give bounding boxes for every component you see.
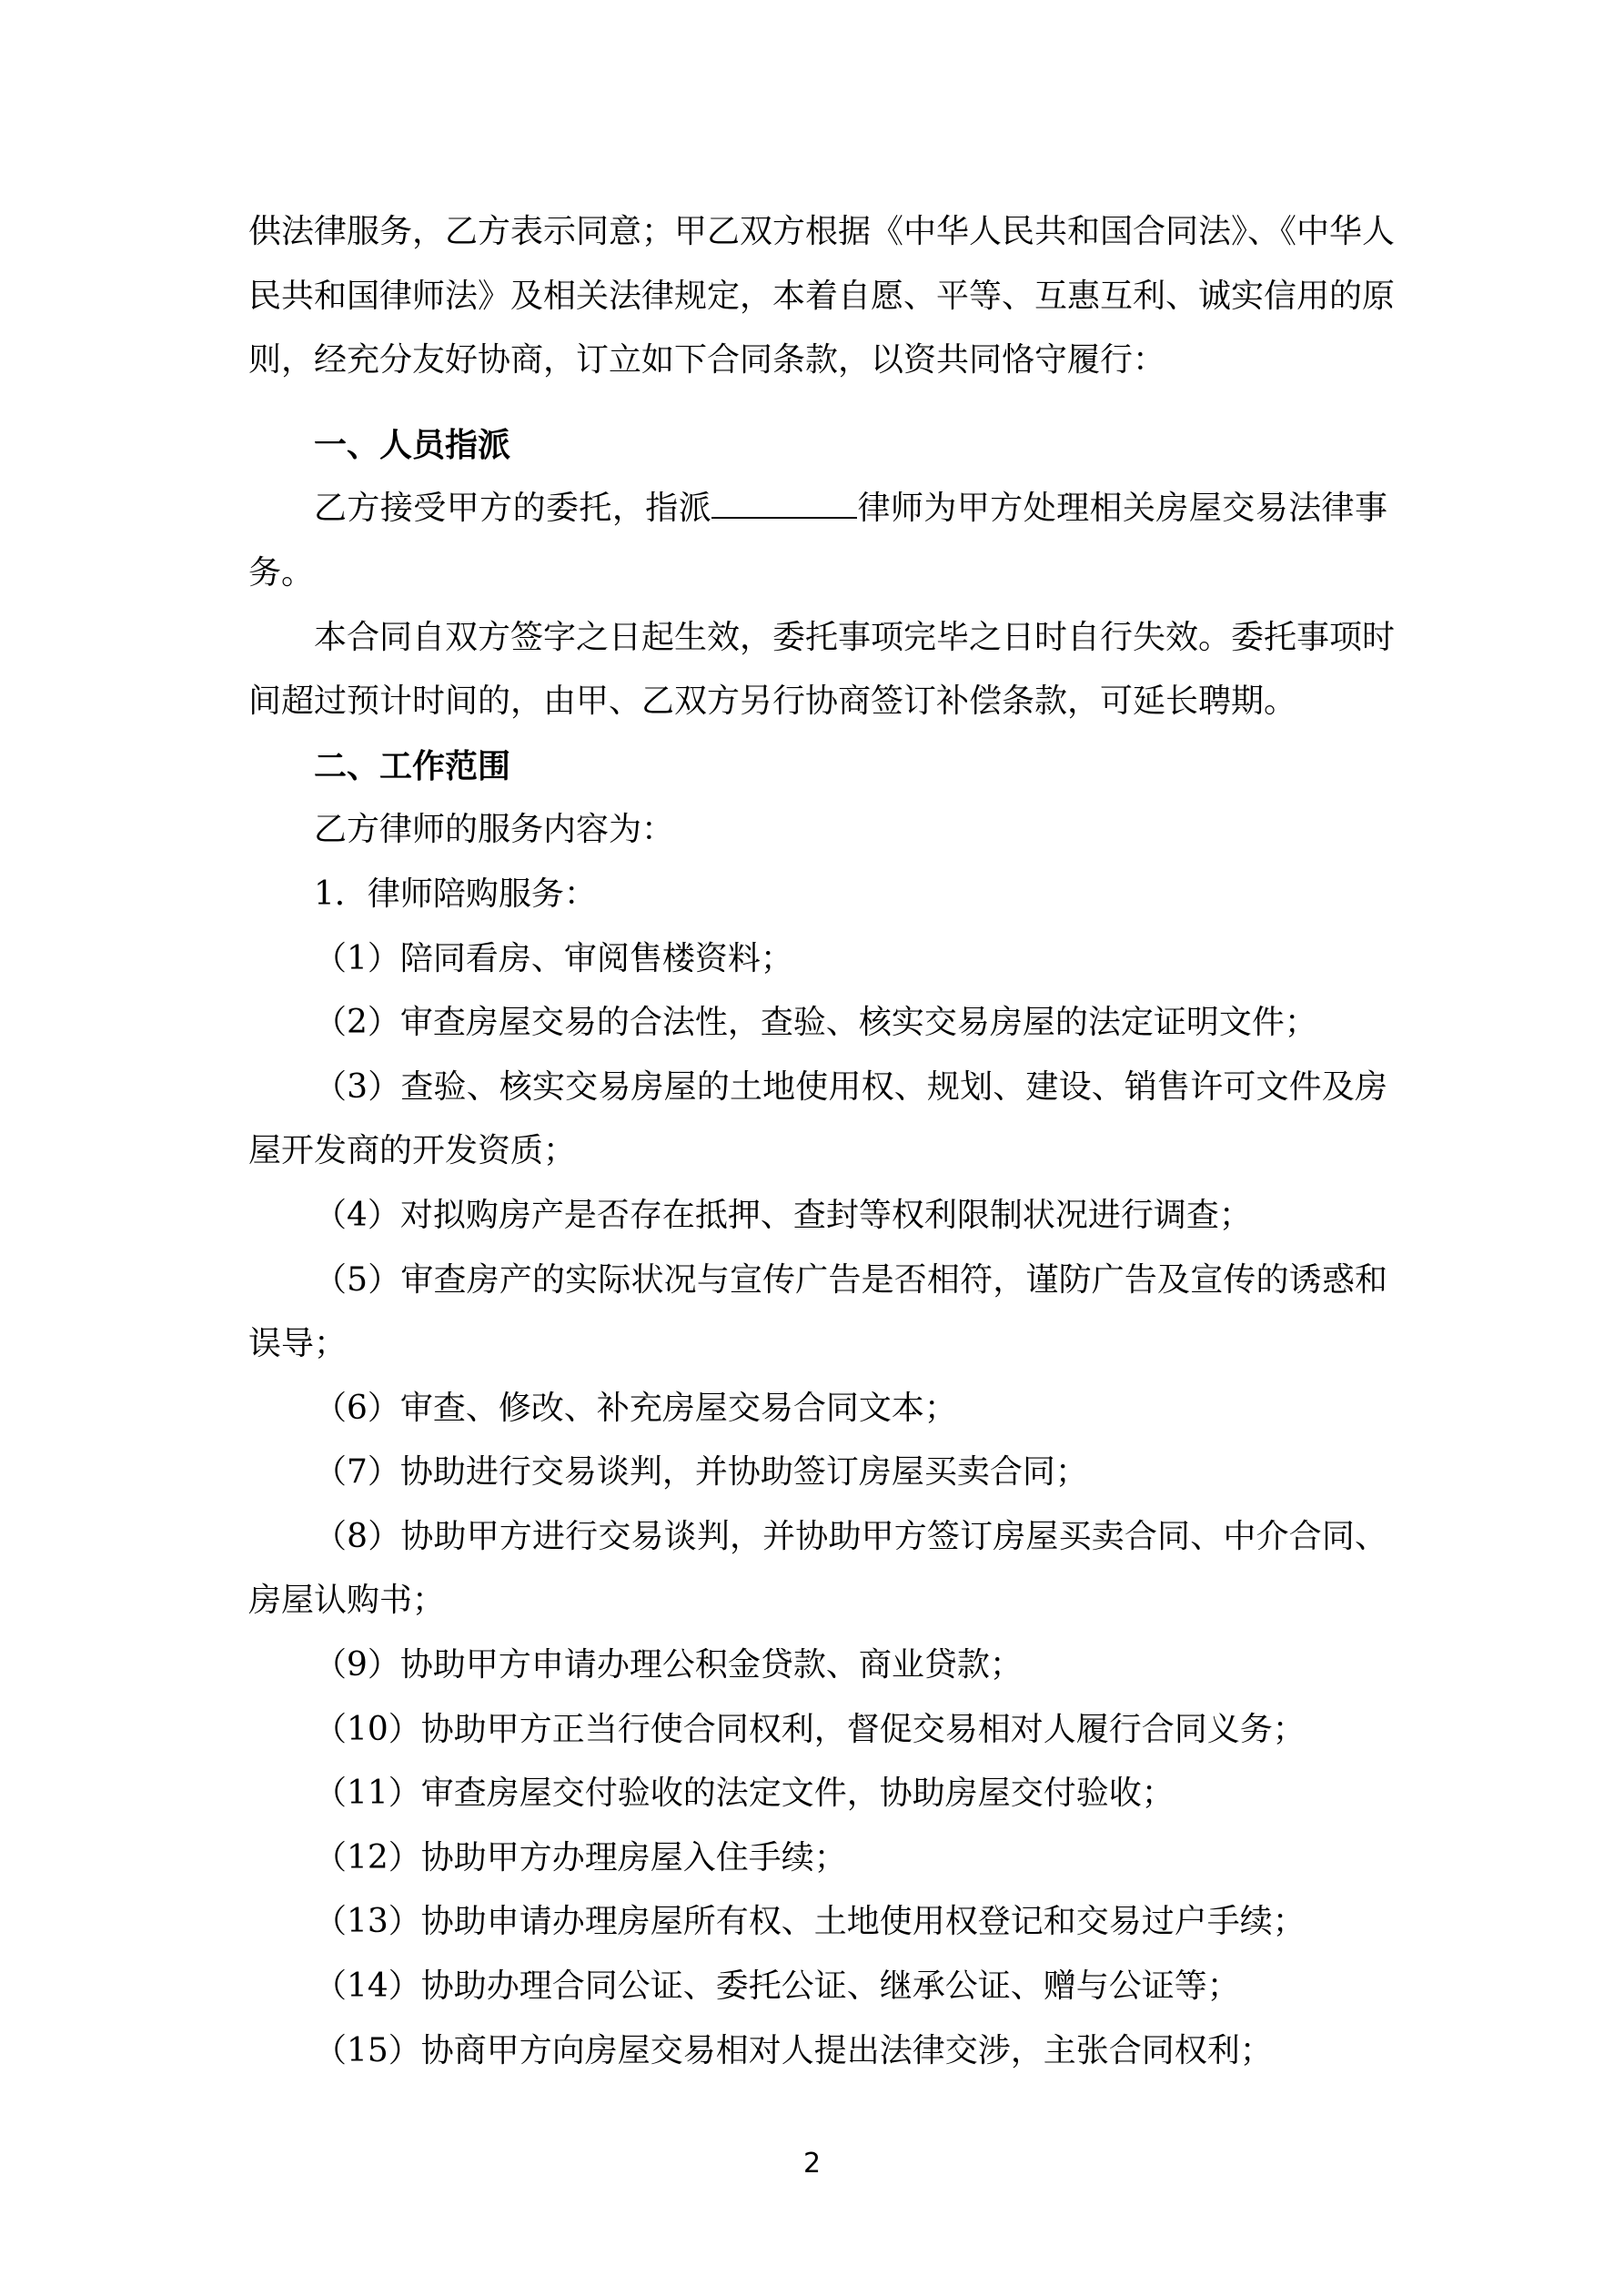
paragraph [248, 1890, 1387, 1955]
paragraph [248, 1826, 1387, 1891]
text-line: 务。 [248, 553, 315, 592]
paragraph [248, 991, 1387, 1056]
text-line: （11）审查房屋交付验收的法定文件，协助房屋交付验收； [314, 1775, 1175, 1813]
text-line: （4）对拟购房产是否存在抵押、查封等权利限制状况进行调查； [314, 1196, 1252, 1234]
text-line [248, 477, 1387, 541]
paragraph [248, 863, 1387, 927]
text-line: （12）协助甲方办理房屋入住手续； [314, 1838, 847, 1876]
text-line: （6）审查、修改、补充房屋交易合同文本； [314, 1389, 957, 1427]
paragraph [248, 200, 1396, 393]
text-line: （15）协商甲方向房屋交易相对人提出法律交涉，主张合同权利； [314, 2031, 1273, 2069]
text-line: 则，经充分友好协商，订立如下合同条款，以资共同恪守履行： [248, 341, 1166, 379]
heading-text: 二、工作范围 [314, 746, 511, 785]
text-line: （7）协助进行交易谈判，并协助签订房屋买卖合同； [314, 1453, 1088, 1492]
paragraph [248, 1184, 1387, 1249]
paragraph [248, 1249, 1387, 1377]
text-line: （14）协助办理合同公证、委托公证、继承公证、赠与公证等； [314, 1967, 1240, 2006]
paragraph [248, 927, 1387, 992]
paragraph [248, 798, 1387, 863]
text-segment: 乙方接受甲方的委托，指派 [314, 490, 712, 528]
text-line: 乙方律师的服务内容为： [314, 811, 675, 849]
text-line: （10）协助甲方正当行使合同权利，督促交易相对人履行合同义务； [314, 1710, 1306, 1748]
text-line: 屋开发商的开发资质； [248, 1132, 577, 1170]
paragraph [248, 477, 1387, 605]
text-line: （3）查验、核实交易房屋的土地使用权、规划、建设、销售许可文件及房 [314, 1067, 1387, 1106]
text-line: 供法律服务，乙方表示同意；甲乙双方根据《中华人民共和国合同法》、《中华人 [248, 213, 1396, 250]
text-line: 本合同自双方签字之日起生效，委托事项完毕之日时自行失效。委托事项时 [314, 618, 1396, 656]
section-heading [248, 734, 1387, 799]
paragraph [248, 1955, 1387, 2019]
paragraph [248, 1698, 1387, 1763]
text-line: （13）协助申请办理房屋所有权、土地使用权登记和交易过户手续； [314, 1903, 1306, 1941]
text-line: 误导； [248, 1325, 348, 1363]
paragraph [248, 1377, 1387, 1441]
text-line: （2）审查房屋交易的合法性，查验、核实交易房屋的法定证明文件； [314, 1004, 1317, 1042]
text-line: 房屋认购书； [248, 1582, 446, 1620]
paragraph [248, 1441, 1387, 1505]
text-line: 民共和国律师法》及相关法律规定，本着自愿、平等、互惠互利、诚实信用的原 [248, 277, 1396, 315]
heading-text: 一、人员指派 [314, 425, 511, 464]
page-number: 2 [802, 2148, 822, 2180]
paragraph [248, 1056, 1387, 1184]
section-heading [248, 413, 1387, 478]
lawyer-name-blank[interactable] [711, 490, 857, 519]
text-line: （8）协助甲方进行交易谈判，并协助甲方签订房屋买卖合同、中介合同、 [314, 1517, 1387, 1555]
text-line: （5）审查房产的实际状况与宣传广告是否相符，谨防广告及宣传的诱惑和 [314, 1260, 1387, 1299]
paragraph [248, 1762, 1387, 1826]
paragraph [248, 606, 1396, 734]
text-line: 1．律师陪购服务： [314, 875, 597, 913]
paragraph [248, 2019, 1387, 2084]
text-segment: 律师为甲方处理相关房屋交易法律事 [857, 490, 1387, 528]
text-line: （1）陪同看房、审阅售楼资料； [314, 939, 793, 977]
text-line: （9）协助甲方申请办理公积金贷款、商业贷款； [314, 1646, 1023, 1684]
text-line: 间超过预计时间的，由甲、乙双方另行协商签订补偿条款，可延长聘期。 [248, 683, 1297, 721]
paragraph [248, 1633, 1387, 1698]
document-body [248, 200, 1396, 2083]
paragraph [248, 1505, 1387, 1633]
